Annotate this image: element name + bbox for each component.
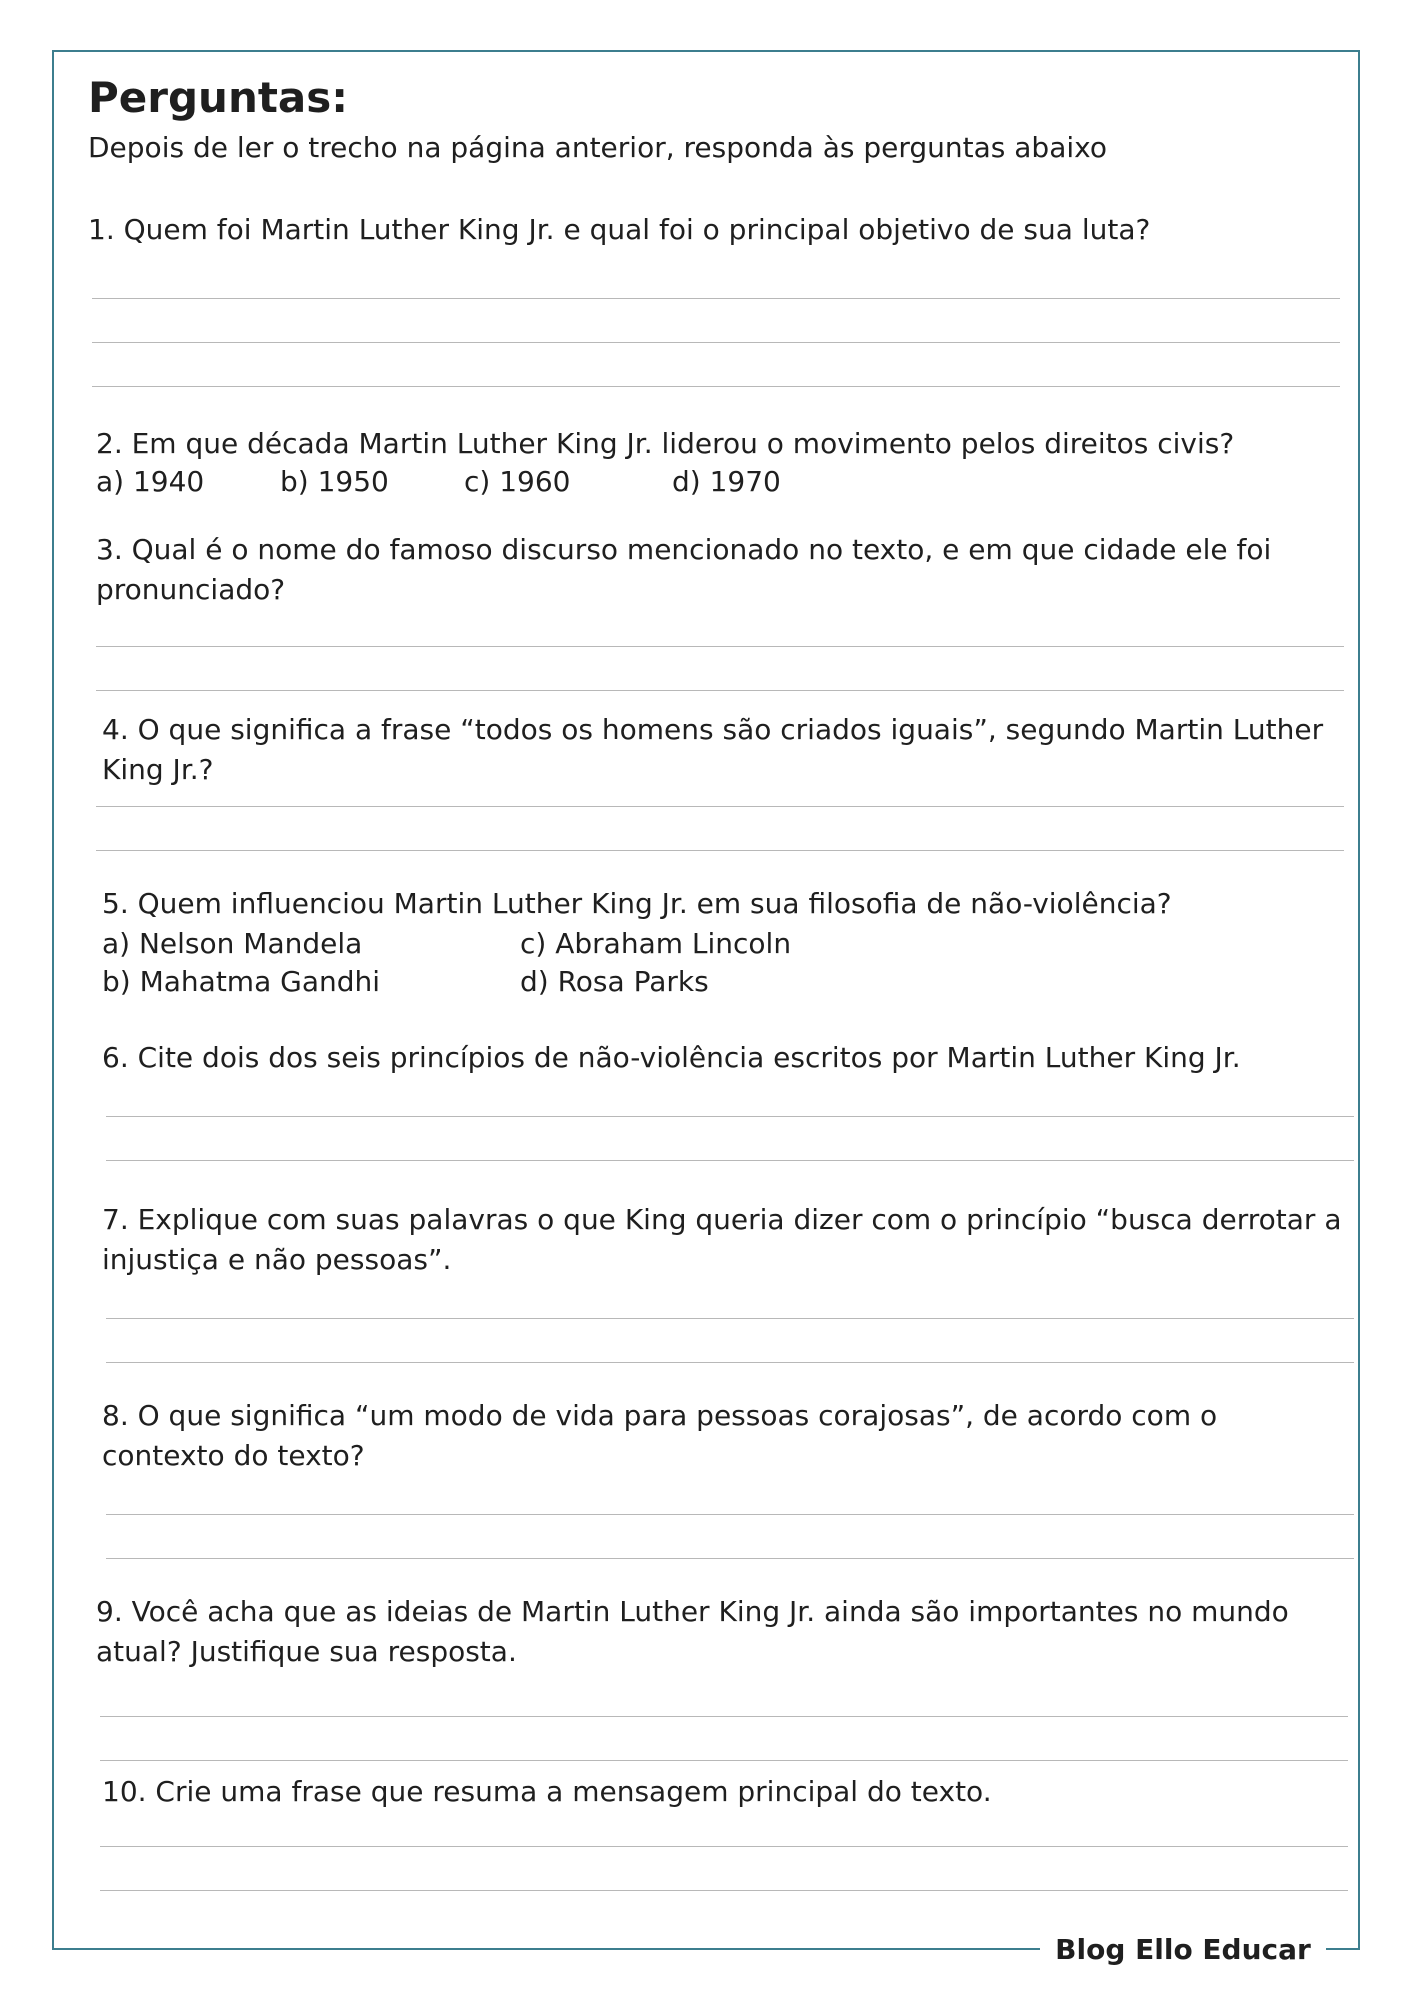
option-a: a) Nelson Mandela bbox=[102, 927, 363, 960]
option-c: c) 1960 bbox=[464, 465, 571, 498]
question-9: 9. Você acha que as ideias de Martin Luther King Jr. ainda são importantes no mundo bbox=[96, 1595, 1289, 1628]
question-3-cont: pronunciado? bbox=[96, 573, 286, 606]
answer-line[interactable] bbox=[100, 1846, 1348, 1847]
option-d: d) Rosa Parks bbox=[520, 965, 709, 998]
question-10: 10. Crie uma frase que resuma a mensagem principal do texto. bbox=[102, 1775, 992, 1808]
answer-line[interactable] bbox=[106, 1514, 1354, 1515]
question-4-cont: King Jr.? bbox=[102, 753, 214, 786]
question-1: 1. Quem foi Martin Luther King Jr. e qual foi o principal objetivo de sua luta? bbox=[88, 213, 1151, 246]
question-5: 5. Quem influenciou Martin Luther King Jr. em sua filosofia de não-violência? bbox=[102, 887, 1172, 920]
question-7: 7. Explique com suas palavras o que King queria dizer com o princípio “busca derrotar a bbox=[102, 1203, 1342, 1236]
question-2: 2. Em que década Martin Luther King Jr. liderou o movimento pelos direitos civis? bbox=[96, 427, 1235, 460]
question-6: 6. Cite dois dos seis princípios de não-violência escritos por Martin Luther King Jr. bbox=[102, 1041, 1241, 1074]
page-title: Perguntas: bbox=[88, 73, 349, 122]
option-b: b) 1950 bbox=[280, 465, 389, 498]
option-a: a) 1940 bbox=[96, 465, 205, 498]
answer-line[interactable] bbox=[92, 342, 1340, 343]
question-3: 3. Qual é o nome do famoso discurso mencionado no texto, e em que cidade ele foi bbox=[96, 533, 1272, 566]
brand-footer: Blog Ello Educar bbox=[1055, 1933, 1311, 1966]
answer-line[interactable] bbox=[96, 850, 1344, 851]
question-4: 4. O que significa a frase “todos os homens são criados iguais”, segundo Martin Luther bbox=[102, 713, 1324, 746]
answer-line[interactable] bbox=[100, 1760, 1348, 1761]
question-7-cont: injustiça e não pessoas”. bbox=[102, 1243, 452, 1276]
question-8-cont: contexto do texto? bbox=[102, 1439, 365, 1472]
answer-line[interactable] bbox=[96, 690, 1344, 691]
answer-line[interactable] bbox=[106, 1558, 1354, 1559]
answer-line[interactable] bbox=[106, 1362, 1354, 1363]
question-8: 8. O que significa “um modo de vida para pessoas corajosas”, de acordo com o bbox=[102, 1399, 1218, 1432]
option-c: c) Abraham Lincoln bbox=[520, 927, 792, 960]
answer-line[interactable] bbox=[100, 1890, 1348, 1891]
question-9-cont: atual? Justifique sua resposta. bbox=[96, 1635, 517, 1668]
answer-line[interactable] bbox=[92, 386, 1340, 387]
option-d: d) 1970 bbox=[672, 465, 781, 498]
answer-line[interactable] bbox=[106, 1116, 1354, 1117]
answer-line[interactable] bbox=[100, 1716, 1348, 1717]
answer-line[interactable] bbox=[92, 298, 1340, 299]
answer-line[interactable] bbox=[96, 646, 1344, 647]
option-b: b) Mahatma Gandhi bbox=[102, 965, 381, 998]
answer-line[interactable] bbox=[96, 806, 1344, 807]
answer-line[interactable] bbox=[106, 1318, 1354, 1319]
answer-line[interactable] bbox=[106, 1160, 1354, 1161]
instructions: Depois de ler o trecho na página anterior, responda às perguntas abaixo bbox=[88, 131, 1107, 164]
